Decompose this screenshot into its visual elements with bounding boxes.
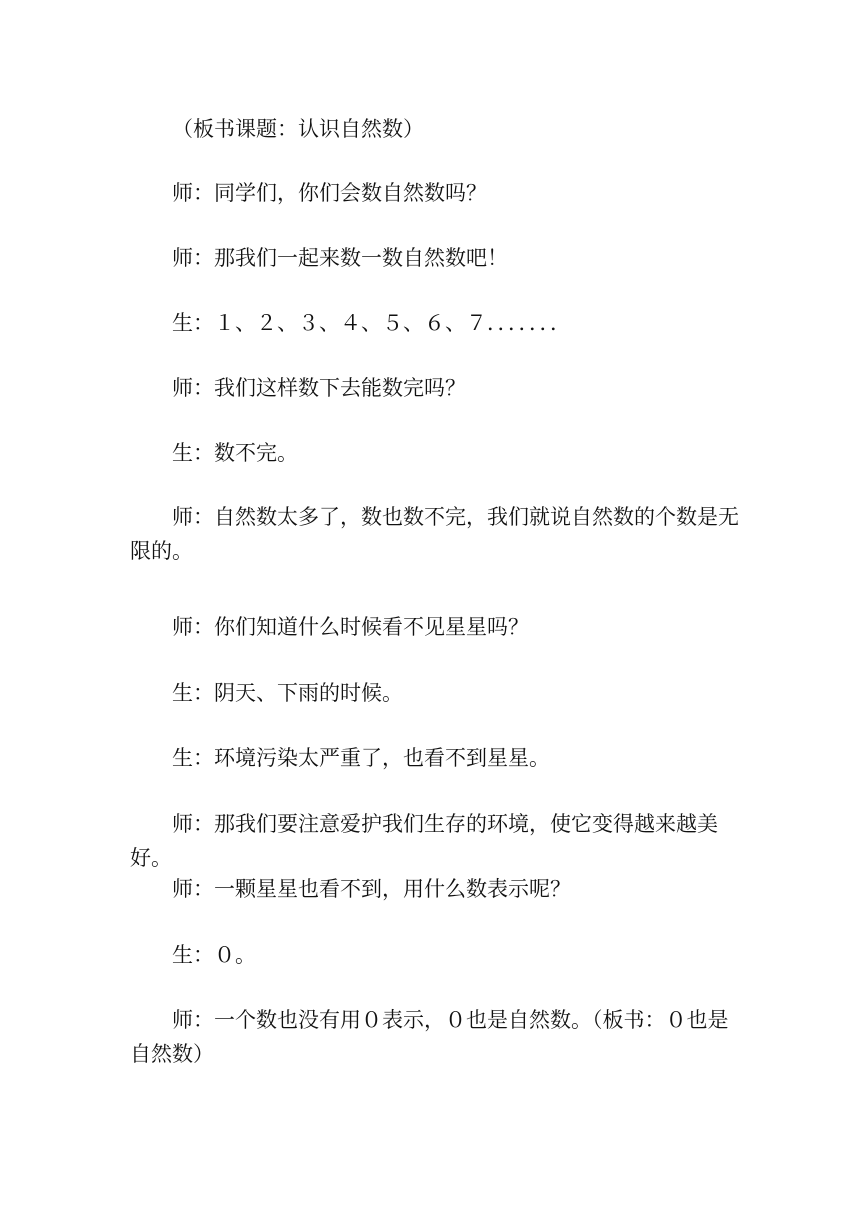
paragraph-text: 生：０。 xyxy=(172,943,256,967)
paragraph-text: 师：那我们一起来数一数自然数吧！ xyxy=(172,246,508,270)
paragraph-student-line xyxy=(130,938,742,972)
paragraph-text: 师：同学们，你们会数自然数吗？ xyxy=(172,181,487,205)
paragraph-text: 师：那我们要注意爱护我们生存的环境，使它变得越来越美好。 xyxy=(130,812,718,870)
paragraph-teacher-line xyxy=(130,872,742,906)
paragraph-text: 师：自然数太多了，数也数不完，我们就说自然数的个数是无限的。 xyxy=(130,505,739,563)
paragraph-text: 师：你们知道什么时候看不见星星吗？ xyxy=(172,615,529,639)
paragraph-teacher-line xyxy=(130,1003,742,1071)
paragraph-board-title xyxy=(130,112,742,146)
paragraph-text: 生：１、２、３、４、５、６、７．．．．．．． xyxy=(172,311,571,335)
paragraph-text: 师：我们这样数下去能数完吗？ xyxy=(172,376,466,400)
paragraph-text: 生：环境污染太严重了，也看不到星星。 xyxy=(172,746,550,770)
paragraph-text: 师：一个数也没有用０表示，０也是自然数。（板书：０也是自然数） xyxy=(130,1008,729,1066)
paragraph-student-line xyxy=(130,741,742,775)
paragraph-student-line xyxy=(130,436,742,470)
paragraph-student-line xyxy=(130,676,742,710)
paragraph-teacher-line xyxy=(130,610,742,644)
paragraph-text: 生：阴天、下雨的时候。 xyxy=(172,681,403,705)
paragraph-text: （板书课题：认识自然数） xyxy=(172,117,424,141)
paragraph-text: 师：一颗星星也看不到，用什么数表示呢？ xyxy=(172,877,571,901)
paragraph-text: 生：数不完。 xyxy=(172,441,298,465)
paragraph-teacher-line xyxy=(130,500,742,568)
paragraph-teacher-line xyxy=(130,371,742,405)
paragraph-teacher-line xyxy=(130,241,742,275)
paragraph-student-line xyxy=(130,306,742,340)
paragraph-teacher-line xyxy=(130,807,742,875)
paragraph-teacher-line xyxy=(130,176,742,210)
